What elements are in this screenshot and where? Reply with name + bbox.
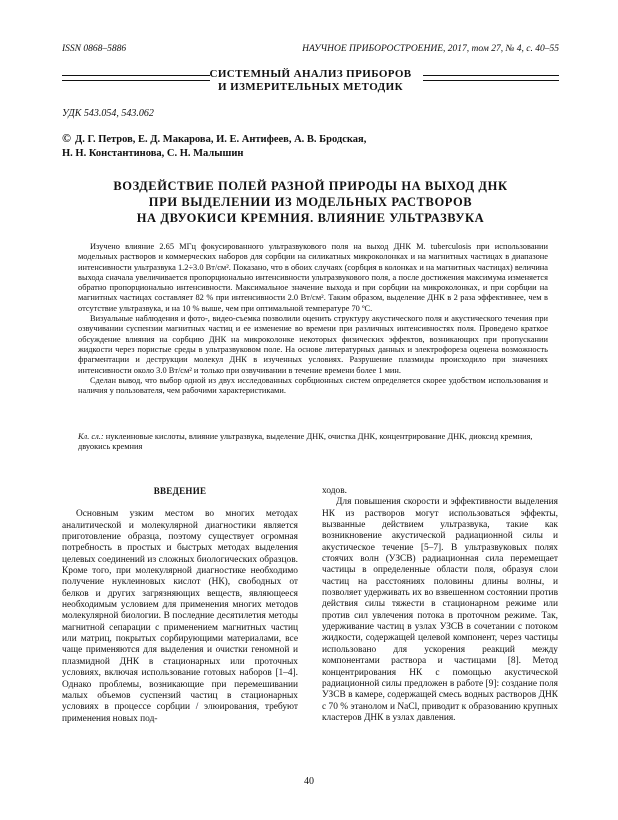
keywords-text: нуклеиновые кислоты, влияние ультразвука, выделение ДНК, очистка ДНК, концентрирование ДНК, диоксид кремния, двуокись кремния	[78, 432, 533, 452]
title-line3: НА ДВУОКИСИ КРЕМНИЯ. ВЛИЯНИЕ УЛЬТРАЗВУКА	[136, 211, 485, 225]
title-line2: ПРИ ВЫДЕЛЕНИИ ИЗ МОДЕЛЬНЫХ РАСТВОРОВ	[148, 195, 473, 209]
section-title-line1: СИСТЕМНЫЙ АНАЛИЗ ПРИБОРОВ	[209, 68, 412, 80]
keywords-label: Кл. сл.:	[78, 432, 104, 441]
title-line1: ВОЗДЕЙСТВИЕ ПОЛЕЙ РАЗНОЙ ПРИРОДЫ НА ВЫХОД ДНК	[113, 179, 508, 193]
right-paragraph-2: Для повышения скорости и эффективности выделения НК из растворов могут использоваться эффекты, вызванные действием ультразвука, такие как возникновение акустической радиационной силы и акустическое течение [5–7]. В ультразвуковых полях стоячих волн (УЗСВ) радиационная сила перемещает частицы в определенные области поля, образуя слои частиц на расстояниях половины длины волны, и позволяет удерживать их во взвешенном состоянии против действия силы тяжести в стационарном режиме или против сил увлечения потока в проточном режиме. Так, удерживание частиц в узлах УЗСВ в сочетании с потоком жидкости, содержащей целевой компонент, через частицы использовано для ускорения реакций между компонентами раствора и частицами [8]. Метод концентрирования НК с помощью акустической радиационной силы предложен в работе [9]: создание поля УЗСВ в камере, содержащей смесь водных растворов ДНК с 70 % этанолом и NaCl, приводит к образованию крупных кластеров ДНК в узлах давления.	[322, 497, 558, 723]
abstract	[78, 242, 548, 396]
section-title-line2: И ИЗМЕРИТЕЛЬНЫХ МЕТОДИК	[218, 81, 403, 93]
keywords	[78, 432, 548, 453]
running-header	[62, 44, 559, 54]
left-paragraph-1: Основным узким местом во многих методах аналитической и молекулярной диагностики является приготовление образца, поэтому существует огромная потребность в простых и быстрых методах выделения целевых соединений из сложных биологических образцов. Кроме того, при молекулярной диагностике необходимо получение нуклеиновых кислот (НК), свободных от белков и других загрязняющих веществ, являющееся необходимым условием для применения многих методов молекулярной биологии. В последние десятилетия методы магнитной сепарации с применением магнитных частиц или матриц, покрытых сорбирующими материалами, все чаще применяются для выделения и очистки геномной и плазмидной ДНК в стационарных или проточных условиях, включая использование готовых наборов [1–4]. Однако проблемы, возникающие при перемешивании малых объемов суспензий частиц в стационарных условиях в процессе сорбции / элюирования, требуют применения новых под-	[62, 509, 298, 724]
authors-line1: Д. Г. Петров, Е. Д. Макарова, И. Е. Антифеев, А. В. Бродская,	[74, 134, 367, 145]
right-paragraph-1: ходов.	[322, 486, 347, 496]
author-list	[62, 131, 559, 161]
introduction-heading: ВВЕДЕНИЕ	[153, 486, 207, 496]
abstract-paragraph-3: Сделан вывод, что выбор одной из двух исследованных сорбционных систем определяется скорее удобством использования и наличия у пользователя, чем рабочими характеристиками.	[78, 375, 548, 396]
article-title	[62, 178, 559, 226]
authors-line2: Н. Н. Константинова, С. Н. Малышин	[62, 148, 244, 159]
left-column	[62, 486, 298, 725]
copyright-icon: ©	[62, 131, 71, 145]
abstract-paragraph-1: Изучено влияние 2.65 МГц фокусированного ультразвукового поля на выход ДНК M. tuberculosis при использовании модельных растворов и коммерческих наборов для сорбции на силикатных микроколонках и на магнитных частицах в диапазоне интенсивности ультразвука 1.2÷3.0 Вт/см². Показано, что в обоих случаях (сорбция в колонках и на магнитных частицах) величина выхода сначала увеличивается пропорционально интенсивности ультразвукового поля, а после достижения максимума изменяется обратно пропорционально интенсивности. Максимальное значение выхода и при сорбции на микроколонках, и при сорбции на магнитных частицах составляет 82 % при интенсивности 2.0 Вт/см². Таким образом, выделение ДНК в 2 раза эффективнее, чем в отсутствие ультразвука, и на 10 % выше, чем при оптимальной температуре 70 ºС.	[78, 242, 548, 313]
section-title	[62, 68, 559, 94]
issn: ISSN 0868–5886	[62, 44, 127, 54]
journal-citation: НАУЧНОЕ ПРИБОРОСТРОЕНИЕ, 2017, том 27, № 4, с. 40–55	[302, 44, 559, 54]
section-heading	[62, 68, 559, 102]
abstract-paragraph-2: Визуальные наблюдения и фото-, видео-съемка позволили оценить структуру акустического поля и акустического течения при озвучивании суспензии магнитных частиц и ее изменение во времени при различных интенсивностях поля. Проведено краткое обсуждение влияния на сорбцию ДНК на микроколонке некоторых физических эффектов, возникающих при пропускании жидкости через пористые среды в ультразвуковом поле. На основе литературных данных и электрофореза оценена возможность фрагментации и деструкции молекул ДНК в изученных условиях. Разрушение плазмиды происходило при значениях интенсивности около 3.0 Вт/см² и только при озвучивании в течение времени более 1 мин.	[78, 314, 548, 375]
page-number: 40	[304, 776, 314, 787]
udk-code: УДК 543.054, 543.062	[62, 108, 154, 119]
right-column	[322, 486, 558, 724]
